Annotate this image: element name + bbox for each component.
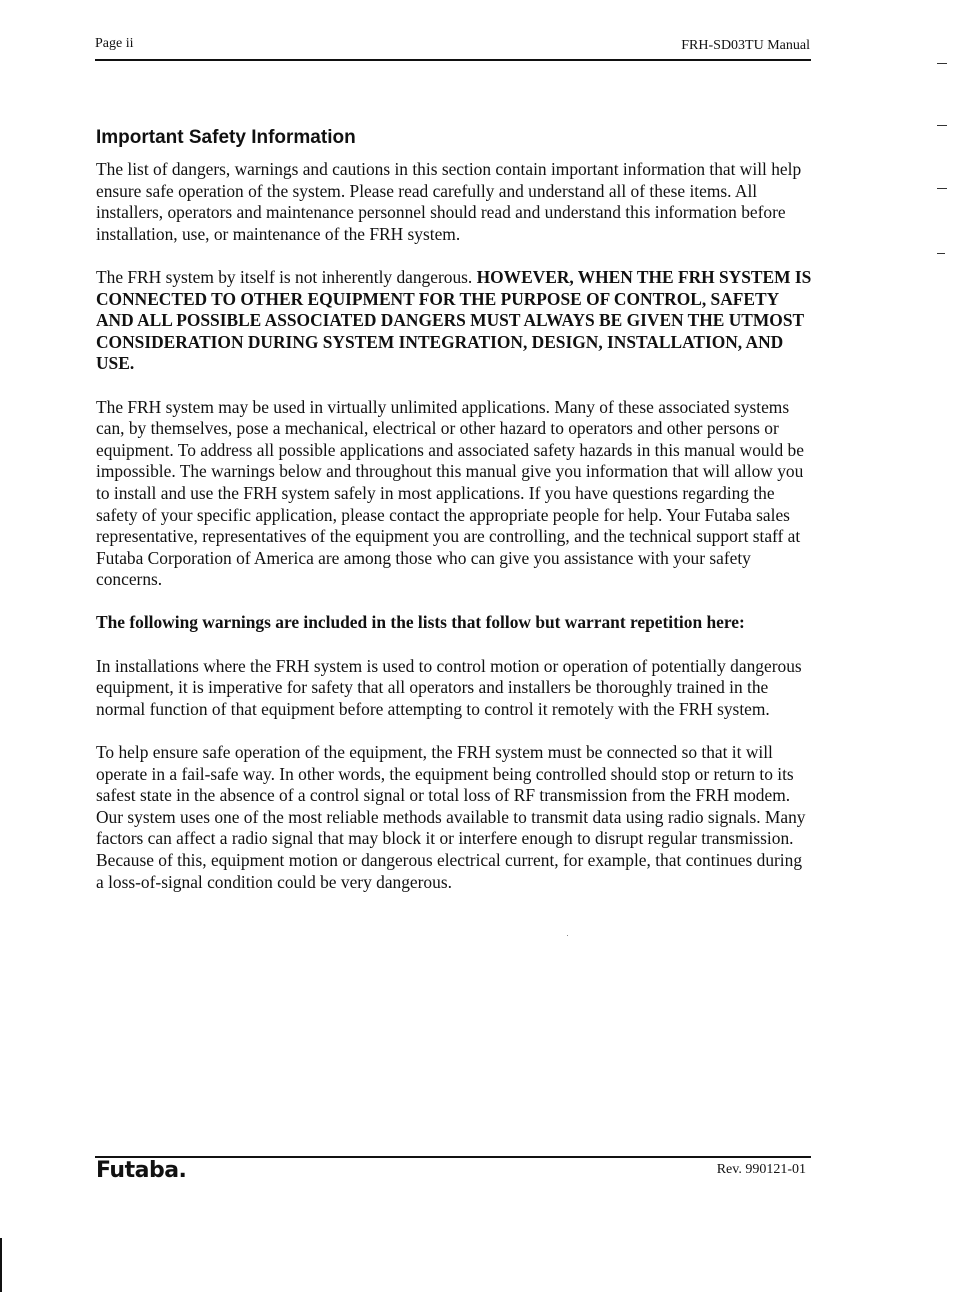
danger-notice-emphasis: HOWEVER, WHEN THE FRH SYSTEM IS CONNECTED TO OTHER EQUIPMENT FOR THE PURPOSE OF CONTROL, SAFETY AND ALL POSSIBLE ASSOCIATED DANGERS MUST ALWAYS BE GIVEN THE UTMOST CONSIDERATION DURING SYSTEM INTEGRATION, DESIGN, INSTALLATION, AND USE. [96, 266, 812, 374]
page-header [95, 36, 810, 56]
futaba-logo: Futaba. [96, 1158, 187, 1183]
paragraph-applications: The FRH system may be used in virtually unlimited applications. Many of these associated systems can, by themselves, pose a mechanical, electrical or other hazard to operators and other persons or equipment. To address all possible applications and associated safety hazards in this manual would be impossible. The warnings below and throughout this manual give you information that will allow you to install and use the FRH system safely in most applications. If you have questions regarding the safety of your specific application, please contact the appropriate people for help. Your Futaba sales representative, representatives of the equipment you are controlling, and the technical support staff at Futaba Corporation of America are among those who can give you assistance with your safety concerns. [96, 396, 804, 590]
danger-notice-plain-text: The FRH system by itself is not inherently dangerous. [96, 266, 477, 287]
margin-tick [937, 125, 947, 126]
paragraph-fail-safe: To help ensure safe operation of the equipment, the FRH system must be connected so that it will operate in a fail-safe way. In other words, the equipment being controlled should stop or return to its safest state in the absence of a control signal or total loss of RF transmission from the FRH modem. Our system uses one of the most reliable methods available to transmit data using radio signals. Many factors can affect a radio signal that may block it or interfere enough to disrupt regular transmission. Because of this, equipment motion or dangerous electrical current, for example, that continues during a loss-of-signal condition could be very dangerous. [96, 742, 806, 892]
paragraph-training: In installations where the FRH system is used to control motion or operation of potentially dangerous equipment, it is imperative for safety that all operators and installers be thoroughly trained in the normal function of that equipment before attempting to control it remotely with the FRH system. [96, 655, 802, 719]
margin-tick [937, 63, 947, 64]
scan-edge-bar [0, 1238, 2, 1292]
manual-title: FRH-SD03TU Manual [681, 38, 810, 53]
margin-tick [937, 253, 945, 254]
margin-tick [937, 188, 947, 189]
scan-speck [567, 935, 568, 936]
footer-rule [95, 1156, 811, 1158]
revision-label: Rev. 990121-01 [716, 1162, 806, 1177]
paragraph-intro: The list of dangers, warnings and cautions in this section contain important information that will help ensure safe operation of the system. Please read carefully and understand all of these items. All installers, operators and maintenance personnel should read and understand this information before installation, use, or maintenance of the FRH system. [96, 159, 802, 244]
page-number: Page ii [95, 36, 134, 51]
header-rule [95, 59, 811, 61]
paragraph-warnings-lead: The following warnings are included in the lists that follow but warrant repetition here: [96, 612, 745, 633]
paragraph-danger-notice [96, 267, 812, 375]
section-heading: Important Safety Information [96, 127, 356, 148]
document-body [96, 126, 812, 915]
